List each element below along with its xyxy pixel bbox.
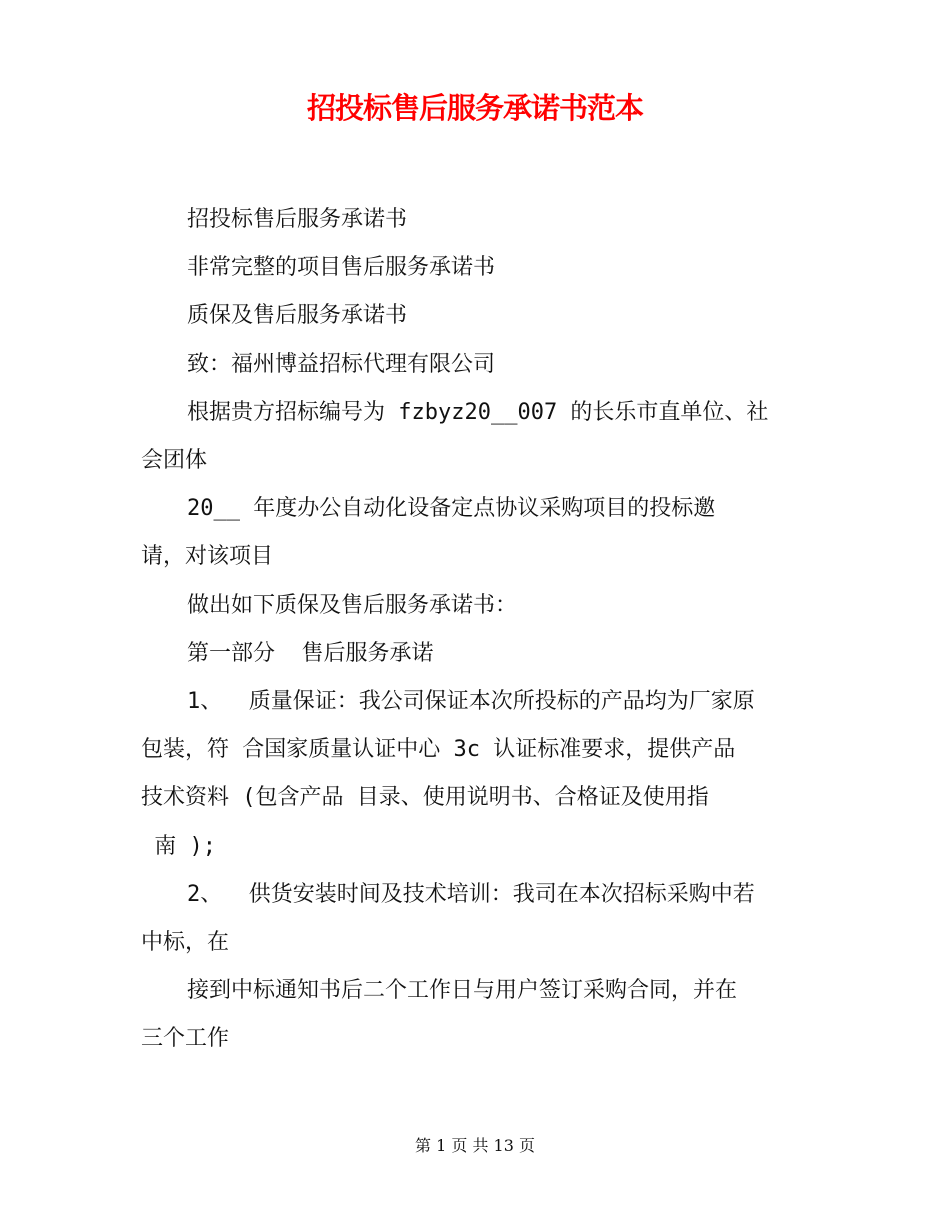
- paragraph-line: 做出如下质保及售后服务承诺书：: [187, 592, 518, 618]
- paragraph-line: 非常完整的项目售后服务承诺书: [187, 255, 496, 281]
- paragraph-line: 根据贵方招标编号为 fzbyz20__007 的长乐市直单位、社: [187, 399, 769, 425]
- paragraph-line: 质保及售后服务承诺书: [187, 303, 408, 329]
- paragraph-line: 致：福州博益招标代理有限公司: [187, 351, 496, 377]
- document-title: 招投标售后服务承诺书范本: [306, 91, 643, 125]
- document-body: [141, 196, 809, 1064]
- paragraph-line: 招投标售后服务承诺书: [187, 207, 408, 232]
- paragraph-line: 第一部分 售后服务承诺: [187, 640, 434, 666]
- paragraph-line: 南 );: [141, 833, 216, 859]
- paragraph-line: 三个工作: [141, 1026, 230, 1052]
- paragraph-line: 技术资料 (包含产品 目录、使用说明书、合格证及使用指: [141, 785, 709, 811]
- paragraph-line: 接到中标通知书后二个工作日与用户签订采购合同，并在: [187, 978, 738, 1004]
- paragraph-line: 中标，在: [141, 930, 230, 956]
- paragraph-line: 会团体: [141, 448, 208, 474]
- paragraph-line: 1、 质量保证：我公司保证本次所投标的产品均为厂家原: [187, 689, 755, 715]
- paragraph-line: 请，对该项目: [141, 544, 274, 570]
- paragraph-line: 2、 供货安装时间及技术培训：我司在本次招标采购中若: [187, 881, 755, 907]
- paragraph-line: 20__ 年度办公自动化设备定点协议采购项目的投标邀: [187, 496, 716, 522]
- paragraph-line: 包装，符 合国家质量认证中心 3c 认证标准要求，提供产品: [141, 737, 736, 763]
- page-number-footer: 第 1 页 共 13 页: [415, 1136, 535, 1155]
